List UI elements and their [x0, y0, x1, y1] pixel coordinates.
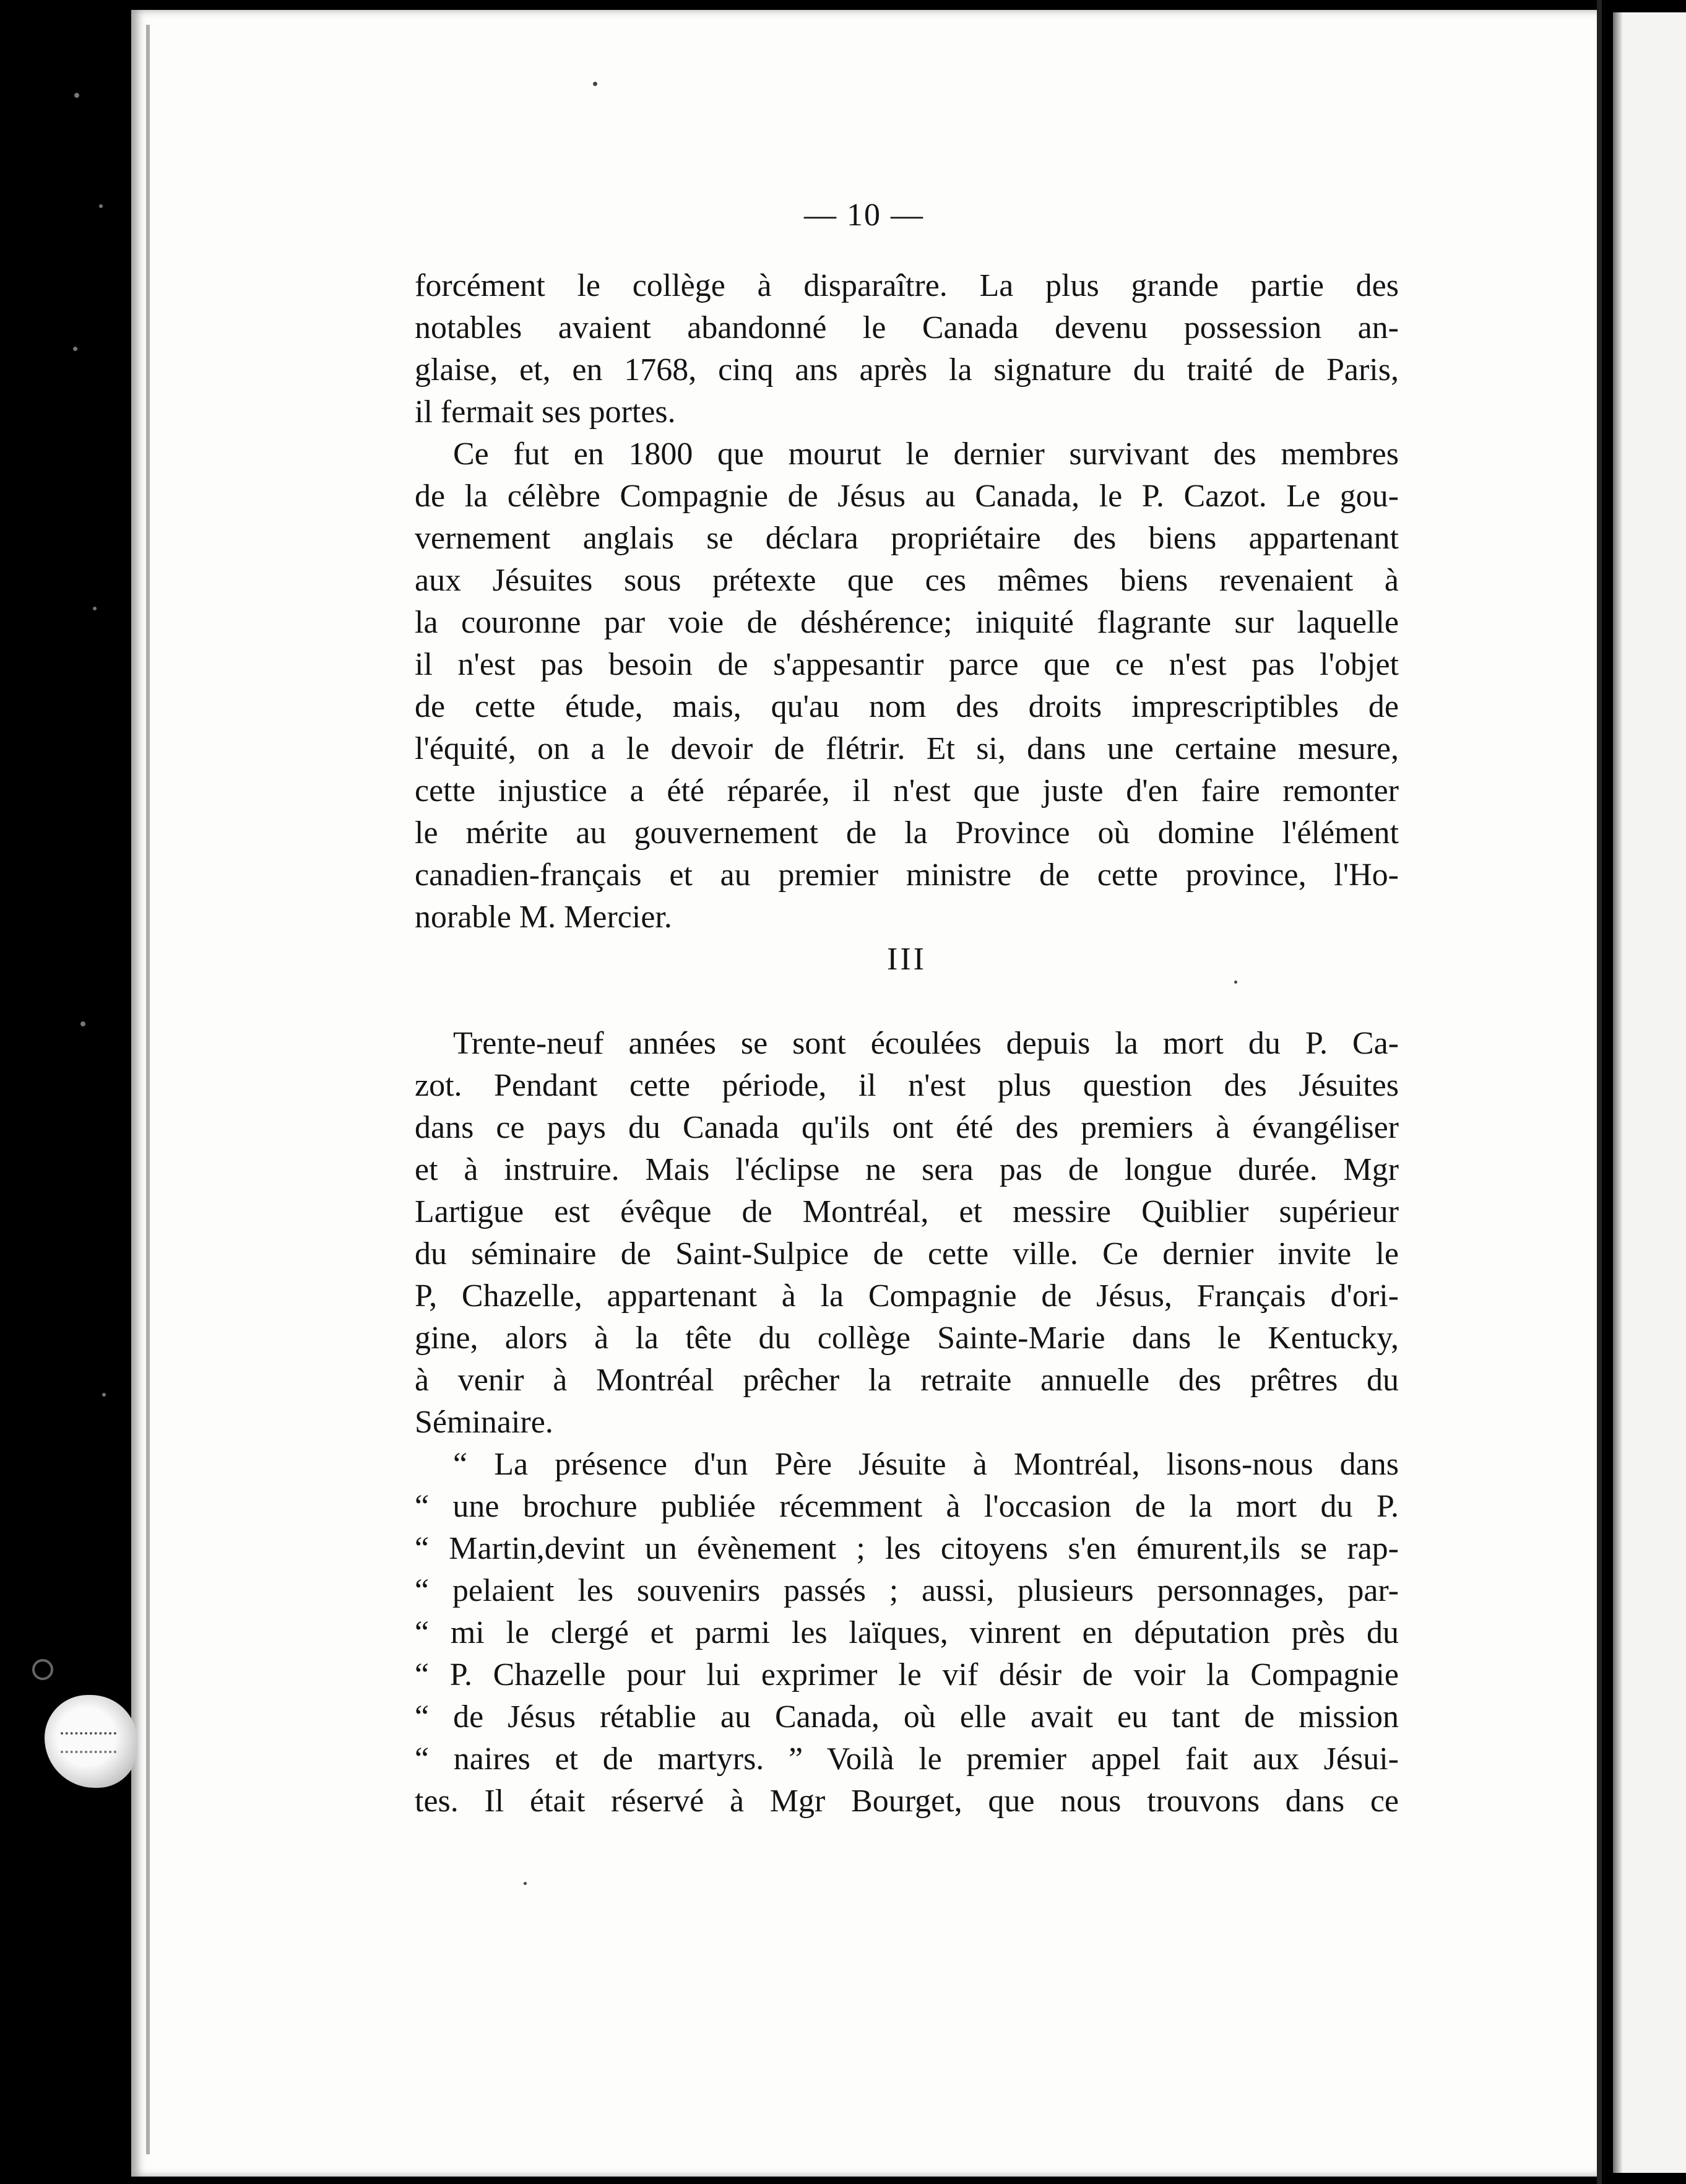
- text-line: du séminaire de Saint-Sulpice de cette ville. Ce dernier invite le: [415, 1236, 1399, 1272]
- text-line: norable M. Mercier.: [415, 899, 672, 935]
- text-line: “ P. Chazelle pour lui exprimer le vif désir de voir la Compagnie: [415, 1657, 1399, 1692]
- text-line: l'équité, on a le devoir de flétrir. Et si, dans une certaine mesure,: [415, 731, 1399, 766]
- text-line: Lartigue est évêque de Montréal, et messire Quiblier supérieur: [415, 1194, 1399, 1229]
- text-line: “ une brochure publiée récemment à l'occasion de la mort du P.: [415, 1489, 1399, 1524]
- text-line: “ La présence d'un Père Jésuite à Montréal, lisons-nous dans: [453, 1447, 1399, 1482]
- section-heading: III: [887, 942, 927, 977]
- text-line: il fermait ses portes.: [415, 394, 676, 430]
- text-line: la couronne par voie de déshérence; iniquité flagrante sur laquelle: [415, 605, 1399, 640]
- page-edge-right: [1597, 0, 1602, 2184]
- text-line: “ de Jésus rétablie au Canada, où elle avait eu tant de mission: [415, 1699, 1399, 1735]
- text-line: à venir à Montréal prêcher la retraite annuelle des prêtres du: [415, 1363, 1399, 1398]
- text-line: “ mi le clergé et parmi les laïques, vinrent en députation près du: [415, 1615, 1399, 1650]
- text-line: Ce fut en 1800 que mourut le dernier survivant des membres: [453, 436, 1399, 472]
- text-line: vernement anglais se déclara propriétaire des biens appartenant: [415, 521, 1399, 556]
- text-line: il n'est pas besoin de s'appesantir parce que ce n'est pas l'objet: [415, 647, 1399, 682]
- text-line: Trente-neuf années se sont écoulées depuis la mort du P. Ca-: [453, 1026, 1399, 1061]
- library-stamp-mark: [61, 1732, 116, 1753]
- text-line: forcément le collège à disparaître. La plus grande partie des: [415, 268, 1399, 303]
- text-line: glaise, et, en 1768, cinq ans après la signature du traité de Paris,: [415, 352, 1399, 388]
- text-line: et à instruire. Mais l'éclipse ne sera pas de longue durée. Mgr: [415, 1152, 1399, 1187]
- adjacent-page-edge: [1613, 12, 1686, 2173]
- text-line: gine, alors à la tête du collège Sainte-Marie dans le Kentucky,: [415, 1320, 1399, 1356]
- text-line: de cette étude, mais, qu'au nom des droits imprescriptibles de: [415, 689, 1399, 724]
- text-block-part1: [415, 265, 1399, 938]
- text-line: “ naires et de martyrs. ” Voilà le premier appel fait aux Jésui-: [415, 1741, 1399, 1777]
- text-line: le mérite au gouvernement de la Province où domine l'élément: [415, 815, 1399, 851]
- text-line: P, Chazelle, appartenant à la Compagnie de Jésus, Français d'ori-: [415, 1278, 1399, 1314]
- text-block-part2: [415, 1023, 1399, 1822]
- page-number: — 10 —: [804, 197, 924, 233]
- text-line: “ pelaient les souvenirs passés ; aussi, plusieurs personnages, par-: [415, 1573, 1399, 1608]
- text-line: dans ce pays du Canada qu'ils ont été des premiers à évangéliser: [415, 1110, 1399, 1145]
- ink-speck: [593, 82, 597, 86]
- text-line: tes. Il était réservé à Mgr Bourget, que nous trouvons dans ce: [415, 1783, 1399, 1819]
- ink-speck: [524, 1882, 527, 1885]
- text-line: Séminaire.: [415, 1405, 553, 1440]
- text-line: notables avaient abandonné le Canada devenu possession an-: [415, 310, 1399, 345]
- text-line: cette injustice a été réparée, il n'est que juste d'en faire remonter: [415, 773, 1399, 808]
- text-line: “ Martin,devint un évènement ; les citoyens s'en émurent,ils se rap-: [415, 1531, 1399, 1566]
- text-line: aux Jésuites sous prétexte que ces mêmes biens revenaient à: [415, 563, 1399, 598]
- text-line: zot. Pendant cette période, il n'est plus question des Jésuites: [415, 1068, 1399, 1103]
- page-binding-shadow: [146, 25, 150, 2154]
- adjacent-page-shadow: [1613, 12, 1623, 2173]
- text-line: de la célèbre Compagnie de Jésus au Canada, le P. Cazot. Le gou-: [415, 479, 1399, 514]
- text-line: canadien-français et au premier ministre de cette province, l'Ho-: [415, 857, 1399, 893]
- body-text: [415, 265, 1399, 1822]
